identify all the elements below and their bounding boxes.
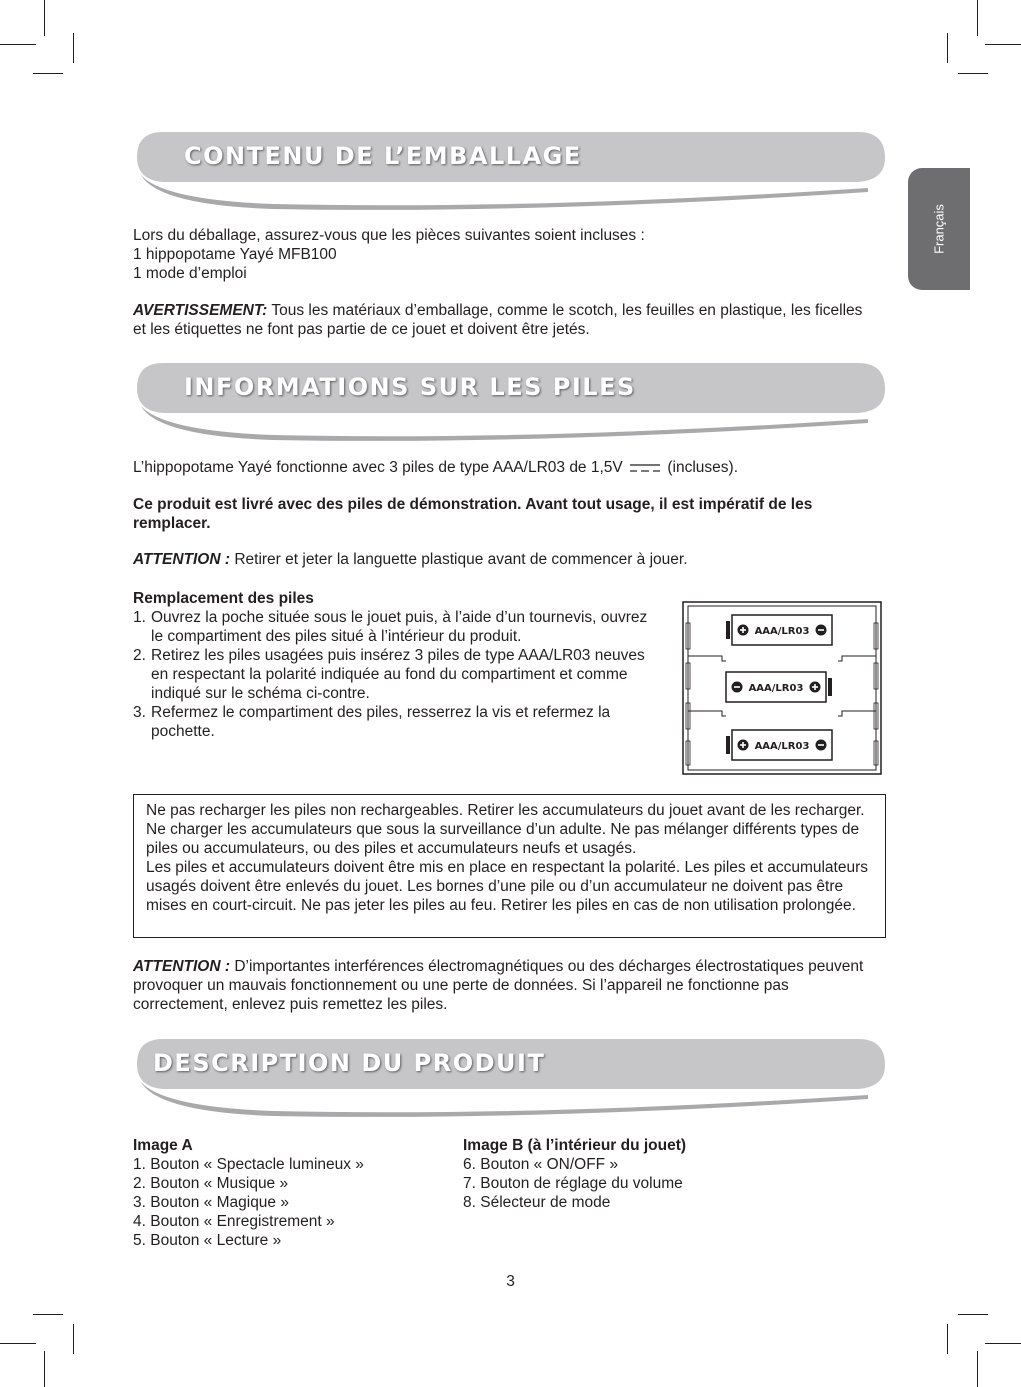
contents-item: 1 hippopotame Yayé MFB100	[133, 246, 337, 263]
list-item: 6. Bouton « ON/OFF »	[463, 1156, 619, 1173]
image-b-list	[463, 1136, 863, 1212]
attention-label: ATTENTION :	[133, 958, 231, 975]
dc-symbol-icon	[629, 462, 661, 474]
battery-compartment-diagram	[682, 601, 882, 776]
warning-text: Tous les matériaux d’emballage, comme le scotch, les feuilles en plastique, les ficelles et les étiquettes ne font pas partie de ce jouet et doivent être jetés.	[133, 302, 863, 338]
battery-icon	[726, 672, 832, 702]
battery-icon	[726, 730, 832, 760]
demo-battery-notice: Ce produit est livré avec des piles de démonstration. Avant tout usage, il est impératif de les remplacer.	[133, 496, 813, 532]
language-tab	[908, 168, 970, 290]
crop-mark	[985, 44, 1021, 45]
crop-mark	[0, 1343, 36, 1344]
language-label: Français	[931, 204, 947, 254]
crop-mark	[958, 73, 988, 74]
list-item: 1. Ouvrez la poche située sous le jouet puis, à l’aide d’un tournevis, ouvrez le compartiment des piles situé à l’intérieur du produit.	[133, 609, 648, 645]
list-item: 8. Sélecteur de mode	[463, 1194, 611, 1211]
crop-mark	[33, 1314, 63, 1315]
list-item: 1. Bouton « Spectacle lumineux »	[133, 1156, 364, 1173]
battery-label: AAA/LR03	[754, 741, 810, 752]
section-banner-batteries	[133, 361, 886, 441]
section-banner-description	[133, 1037, 886, 1117]
crop-mark	[947, 1324, 948, 1354]
list-item: 2. Bouton « Musique »	[133, 1175, 289, 1192]
warning-label: AVERTISSEMENT:	[133, 302, 268, 319]
contents-item: 1 mode d’emploi	[133, 265, 247, 282]
crop-mark	[947, 33, 948, 63]
section-title: CONTENU DE L’EMBALLAGE	[184, 142, 582, 170]
section-banner-contents	[133, 130, 886, 210]
section-title: INFORMATIONS SUR LES PILES	[184, 373, 636, 401]
replacement-heading: Remplacement des piles	[133, 590, 314, 607]
attention-text: D’importantes interférences électromagnétiques ou des décharges électrostatiques peuvent provoquer un mauvais fonctionnement ou une perte de données. Si l’appareil ne fonctionne pas correctement, enlevez puis remettez les piles.	[133, 958, 864, 1013]
image-a-list	[133, 1136, 453, 1250]
crop-mark	[985, 1343, 1021, 1344]
notice-paragraph: Les piles et accumulateurs doivent être mis en place en respectant la polarité. Les piles et accumulateurs usagés doivent être enlevés du jouet. Les bornes d’une pile ou d’un accumulateur ne doivent pas être mises en court-circuit. Ne pas jeter les piles au feu. Retirer les piles en cas de non utilisation prolongée.	[146, 859, 868, 914]
crop-mark	[977, 0, 978, 36]
battery-safety-notice	[133, 794, 886, 938]
crop-mark	[44, 1351, 45, 1387]
crop-mark	[44, 0, 45, 36]
list-item: 2. Retirez les piles usagées puis insérez 3 piles de type AAA/LR03 neuves en respectant la polarité indiquée au fond du compartiment et comme indiqué sur le schéma ci-contre.	[133, 647, 645, 702]
list-item: 4. Bouton « Enregistrement »	[133, 1213, 335, 1230]
crop-mark	[73, 33, 74, 63]
section-title: DESCRIPTION DU PRODUIT	[153, 1049, 546, 1077]
crop-mark	[977, 1351, 978, 1387]
battery-label: AAA/LR03	[748, 683, 804, 694]
attention-text: Retirer et jeter la languette plastique avant de commencer à jouer.	[230, 551, 688, 568]
crop-mark	[73, 1324, 74, 1354]
battery-label: AAA/LR03	[754, 626, 810, 637]
notice-paragraph: Ne pas recharger les piles non rechargeables. Retirer les accumulateurs du jouet avant de les recharger. Ne charger les accumulateurs que sous la surveillance d’un adulte. Ne pas mélanger différents types de piles ou accumulateurs, ou des piles et accumulateurs neufs et usagés.	[146, 802, 865, 857]
crop-mark	[33, 73, 63, 74]
battery-intro-suffix: (incluses).	[667, 459, 739, 476]
page-number: 3	[506, 1273, 515, 1290]
contents-block	[133, 226, 886, 283]
battery-intro-text: L’hippopotame Yayé fonctionne avec 3 piles de type AAA/LR03 de 1,5V	[133, 459, 623, 476]
replacement-block	[133, 589, 648, 741]
contents-intro: Lors du déballage, assurez-vous que les pièces suivantes soient incluses :	[133, 227, 645, 244]
crop-mark	[0, 44, 36, 45]
attention-interference-notice	[133, 957, 878, 1014]
list-item: 5. Bouton « Lecture »	[133, 1232, 282, 1249]
attention-tab-notice	[133, 550, 886, 569]
list-item: 3. Refermez le compartiment des piles, resserrez la vis et refermez la pochette.	[133, 704, 611, 740]
battery-icon	[726, 615, 832, 645]
image-b-heading: Image B (à l’intérieur du jouet)	[463, 1137, 687, 1154]
image-a-heading: Image A	[133, 1137, 193, 1154]
crop-mark	[958, 1314, 988, 1315]
packaging-warning	[133, 301, 868, 339]
battery-intro	[133, 458, 886, 477]
list-item: 3. Bouton « Magique »	[133, 1194, 289, 1211]
attention-label: ATTENTION :	[133, 551, 231, 568]
list-item: 7. Bouton de réglage du volume	[463, 1175, 683, 1192]
replacement-steps	[133, 608, 648, 741]
